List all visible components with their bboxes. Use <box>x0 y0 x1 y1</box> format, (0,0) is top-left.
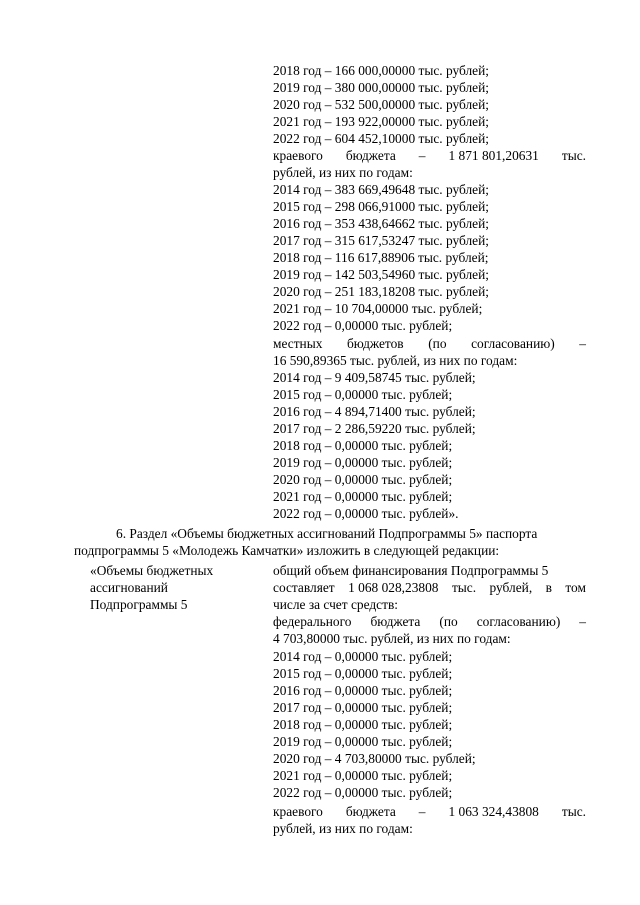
word: – <box>579 614 586 629</box>
word: краевого <box>273 804 323 819</box>
funding-line: 2022 год – 0,00000 тыс. рублей; <box>273 785 453 800</box>
funding-line: 2020 год – 251 183,18208 тыс. рублей; <box>273 284 490 299</box>
word: краевого <box>273 148 323 163</box>
funding-line: 2014 год – 383 669,49648 тыс. рублей; <box>273 182 490 197</box>
table-left-label: Подпрограммы 5 <box>90 597 188 612</box>
funding-line: 2020 год – 532 500,00000 тыс. рублей; <box>273 97 490 112</box>
funding-line: 2014 год – 9 409,58745 тыс. рублей; <box>273 370 476 385</box>
word: бюджетов <box>346 336 404 351</box>
word: 1 063 324,43808 <box>448 804 539 819</box>
funding-line: 2016 год – 353 438,64662 тыс. рублей; <box>273 216 490 231</box>
word: бюджета <box>345 148 396 163</box>
federal-budget-heading <box>273 614 586 630</box>
funding-line: 2021 год – 193 922,00000 тыс. рублей; <box>273 114 490 129</box>
word: бюджета <box>345 804 396 819</box>
word: бюджета <box>370 614 421 629</box>
funding-line: 2016 год – 0,00000 тыс. рублей; <box>273 683 453 698</box>
word: 1 871 801,20631 <box>448 148 539 163</box>
total-funding-line <box>273 580 586 596</box>
funding-line: 2022 год – 604 452,10000 тыс. рублей; <box>273 131 490 146</box>
total-funding-line: общий объем финансирования Подпрограммы 5 <box>273 563 549 578</box>
word: согласованию) <box>476 614 561 629</box>
funding-line: 2022 год – 0,00000 тыс. рублей; <box>273 318 453 333</box>
table-left-label: «Объемы бюджетных <box>90 563 214 578</box>
word: (по <box>428 336 447 351</box>
word: – <box>418 148 426 163</box>
word: тыс. <box>561 148 586 163</box>
funding-line: 2016 год – 4 894,71400 тыс. рублей; <box>273 404 476 419</box>
federal-budget-heading-cont: 4 703,80000 тыс. рублей, из них по годам: <box>273 631 511 646</box>
word: 1 068 028,23808 <box>348 580 439 595</box>
funding-line: 2018 год – 0,00000 тыс. рублей; <box>273 717 453 732</box>
word: согласованию) <box>471 336 555 351</box>
funding-line: 2017 год – 315 617,53247 тыс. рублей; <box>273 233 490 248</box>
word: тыс. <box>451 580 477 595</box>
funding-line: 2019 год – 142 503,54960 тыс. рублей; <box>273 267 490 282</box>
word: в <box>545 580 552 595</box>
word: составляет <box>273 580 335 595</box>
section-6-paragraph-line1: 6. Раздел «Объемы бюджетных ассигнований Подпрограммы 5» паспорта <box>116 526 538 541</box>
word: тыс. <box>561 804 586 819</box>
funding-line: 2021 год – 0,00000 тыс. рублей; <box>273 768 453 783</box>
section-6-paragraph-line2: подпрограммы 5 «Молодежь Камчатки» изложить в следующей редакции: <box>74 543 500 558</box>
funding-line: 2015 год – 0,00000 тыс. рублей; <box>273 387 453 402</box>
word: – <box>579 336 586 351</box>
table-left-label: ассигнований <box>90 580 168 595</box>
regional-budget-heading-cont: рублей, из них по годам: <box>273 165 413 180</box>
word: федерального <box>273 614 352 629</box>
funding-line: 2018 год – 166 000,00000 тыс. рублей; <box>273 63 490 78</box>
local-budget-heading <box>273 336 586 352</box>
funding-line: 2021 год – 0,00000 тыс. рублей; <box>273 489 453 504</box>
regional-budget-heading-cont: рублей, из них по годам: <box>273 821 413 836</box>
total-funding-line: числе за счет средств: <box>273 597 399 612</box>
funding-line: 2022 год – 0,00000 тыс. рублей». <box>273 506 459 521</box>
funding-line: 2014 год – 0,00000 тыс. рублей; <box>273 649 453 664</box>
funding-line: 2018 год – 0,00000 тыс. рублей; <box>273 438 453 453</box>
regional-budget-heading <box>273 804 586 820</box>
funding-line: 2015 год – 0,00000 тыс. рублей; <box>273 666 453 681</box>
funding-line: 2018 год – 116 617,88906 тыс. рублей; <box>273 250 489 265</box>
word: (по <box>439 614 458 629</box>
funding-line: 2020 год – 4 703,80000 тыс. рублей; <box>273 751 476 766</box>
word: том <box>565 580 586 595</box>
word: местных <box>273 336 323 351</box>
funding-line: 2019 год – 0,00000 тыс. рублей; <box>273 734 453 749</box>
word: – <box>418 804 426 819</box>
funding-line: 2020 год – 0,00000 тыс. рублей; <box>273 472 453 487</box>
funding-line: 2017 год – 2 286,59220 тыс. рублей; <box>273 421 476 436</box>
local-budget-heading-cont: 16 590,89365 тыс. рублей, из них по годам: <box>273 353 518 368</box>
funding-line: 2019 год – 0,00000 тыс. рублей; <box>273 455 453 470</box>
word: рублей, <box>489 580 533 595</box>
funding-line: 2021 год – 10 704,00000 тыс. рублей; <box>273 301 483 316</box>
funding-line: 2015 год – 298 066,91000 тыс. рублей; <box>273 199 490 214</box>
regional-budget-heading <box>273 148 586 164</box>
funding-line: 2019 год – 380 000,00000 тыс. рублей; <box>273 80 490 95</box>
funding-line: 2017 год – 0,00000 тыс. рублей; <box>273 700 453 715</box>
